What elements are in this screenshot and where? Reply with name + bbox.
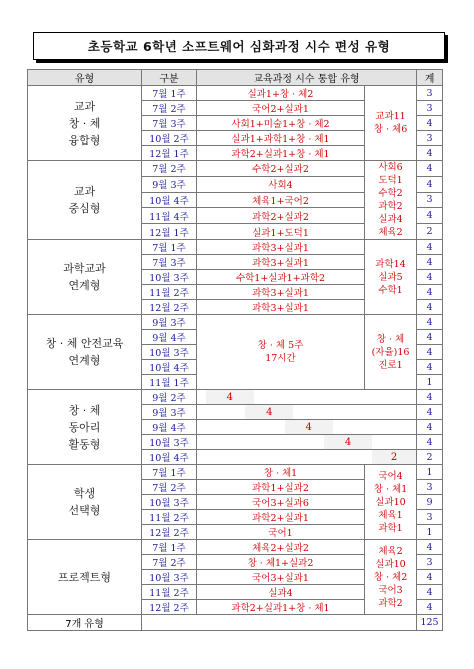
group-name-line: 중심형 [68,202,101,215]
period-cell: 9월 3주 [142,405,197,420]
integration-line: 창 · 체2 [373,571,408,583]
total-cell: 4 [417,208,443,224]
group-name-line: 창 · 체 [68,403,101,417]
curriculum-table [27,69,443,631]
period-cell: 7월 2주 [142,480,197,495]
period-cell: 12월 1주 [142,224,197,240]
period-cell: 7월 2주 [142,161,197,177]
header-period: 구분 [142,70,197,86]
integration-line: 과학2 [378,201,403,212]
total-cell: 1 [417,525,443,540]
integration-line: 체육2 [378,545,403,557]
content-cell: 과학3+실과1 [197,285,365,300]
period-cell: 11월 2주 [142,285,197,300]
schedule-bar-cell [197,450,417,465]
total-cell: 3 [417,510,443,525]
content-cell: 실과1+창 · 체2 [197,86,365,101]
group-name-line: 연계형 [68,354,101,367]
group-name-cell [28,315,142,390]
period-cell: 7월 2주 [142,555,197,570]
total-cell: 2 [417,450,443,465]
header-content: 교육과정 시수 통합 유형 [197,70,417,86]
total-cell: 4 [417,116,443,131]
content-cell: 과학2+실과2 [197,208,365,224]
period-cell: 10월 3주 [142,495,197,510]
group-name-line: 교과 [73,99,96,113]
content-cell: 수학1+실과1+과학2 [197,270,365,285]
integration-line: 수학1 [378,284,403,296]
content-cell: 국어3+실과6 [197,495,365,510]
group-name-cell [28,390,142,465]
total-cell: 4 [417,570,443,585]
period-cell: 11월 2주 [142,510,197,525]
total-cell: 4 [417,270,443,285]
integration-line: 과학14 [375,258,406,270]
total-cell: 4 [417,161,443,177]
group-name-cell [28,161,142,240]
period-cell: 12월 1주 [142,146,197,161]
integration-line: 실과4 [378,214,403,225]
integration-line: 과학1 [378,522,403,534]
period-cell: 12월 2주 [142,600,197,615]
total-cell: 4 [417,405,443,420]
integration-line: 국어4 [378,470,403,482]
period-cell: 7월 3주 [142,116,197,131]
content-cell: 사회4 [197,176,365,192]
group-name-line: 선택형 [68,504,101,517]
total-cell: 4 [417,420,443,435]
integration-line: 과학2 [378,597,403,609]
table-row [28,465,443,480]
group-name-line: 활동형 [68,437,101,451]
integration-line: 창 · 체1 [373,483,408,495]
header-total: 계 [417,70,443,86]
group-name-cell [28,540,142,615]
group-name-line: 과학교과 [63,262,106,275]
total-cell: 3 [417,131,443,146]
total-cell: 4 [417,345,443,360]
content-cell: 국어3+실과1 [197,570,365,585]
period-cell: 7월 1주 [142,540,197,555]
period-cell: 10월 4주 [142,450,197,465]
period-cell: 7월 1주 [142,465,197,480]
integration-cell [365,315,417,390]
total-cell: 1 [417,375,443,390]
total-cell: 4 [417,540,443,555]
content-line: 창 · 체 5주 [257,340,304,351]
table-row [28,540,443,555]
schedule-bar-cell [197,435,417,450]
period-cell: 10월 4주 [142,360,197,375]
content-cell: 체육2+실과2 [197,540,365,555]
period-cell: 7월 1주 [142,86,197,101]
period-cell: 7월 1주 [142,240,197,255]
period-cell: 7월 3주 [142,255,197,270]
group-name-line: 동아리 [68,420,101,434]
content-cell: 창 · 체1 [197,465,365,480]
group-name-line: 연계형 [68,279,101,292]
integration-line: 체육1 [378,509,403,521]
period-cell: 10월 4주 [142,192,197,208]
period-cell: 12월 2주 [142,525,197,540]
integration-line: 창 · 체6 [373,124,408,135]
content-cell: 체육1+국어2 [197,192,365,208]
total-cell: 4 [417,360,443,375]
total-cell: 9 [417,495,443,510]
header-type: 유형 [28,70,142,86]
schedule-bar-cell [197,405,417,420]
content-cell: 국어1 [197,525,365,540]
period-cell: 9월 3주 [142,176,197,192]
integration-line: 창 · 체 [376,333,405,345]
total-cell: 4 [417,435,443,450]
content-cell: 실과4 [197,585,365,600]
footer-spacer [142,615,417,631]
group-name-line: 창 · 체 안전교육 [45,337,124,350]
content-cell: 과학3+실과1 [197,300,365,315]
total-cell: 4 [417,330,443,345]
page-title: 초등학교 6학년 소프트웨어 심화과정 시수 편성 유형 [33,32,445,60]
content-cell: 과학1+실과2 [197,480,365,495]
total-cell: 4 [417,315,443,330]
schedule-bar: 4 [245,405,293,419]
table-body [28,86,443,615]
table-row [28,240,443,255]
schedule-bar: 4 [206,390,254,404]
integration-line: 실과10 [375,496,406,508]
content-cell: 과학3+실과1 [197,240,365,255]
content-cell: 수학2+실과2 [197,161,365,177]
footer-row [28,615,443,631]
integration-cell [365,240,417,315]
total-cell: 4 [417,285,443,300]
total-cell: 3 [417,480,443,495]
group-name-line: 프로젝트형 [57,570,112,584]
footer-label: 7개 유형 [28,615,142,631]
integration-line: 수학2 [378,188,403,199]
table-row [28,315,443,330]
content-line: 17시간 [265,353,296,364]
period-cell: 9월 3주 [142,315,197,330]
period-cell: 9월 4주 [142,330,197,345]
total-cell: 4 [417,255,443,270]
content-cell: 실과1+도덕1 [197,224,365,240]
period-cell: 11월 4주 [142,208,197,224]
content-cell: 국어2+실과1 [197,101,365,116]
integration-cell [365,161,417,240]
period-cell: 7월 2주 [142,101,197,116]
group-name-line: 교과 [73,185,96,198]
total-cell: 4 [417,300,443,315]
total-cell: 4 [417,240,443,255]
schedule-bar: 4 [285,420,333,434]
integration-line: 실과10 [375,558,406,570]
group-name-line: 융합형 [68,133,101,147]
schedule-bar: 4 [324,435,372,449]
integration-line: 진로1 [378,359,403,371]
content-cell: 실과1+과학1+창 · 체1 [197,131,365,146]
integration-line: 체육2 [378,227,403,238]
period-cell: 9월 4주 [142,420,197,435]
schedule-bar-cell [197,420,417,435]
period-cell: 10월 3주 [142,270,197,285]
total-cell: 3 [417,86,443,101]
integration-line: 국어3 [378,584,403,596]
total-cell: 3 [417,192,443,208]
period-cell: 9월 2주 [142,390,197,405]
total-cell: 4 [417,146,443,161]
table-row [28,86,443,101]
integration-cell [365,540,417,615]
period-cell: 11월 2주 [142,585,197,600]
schedule-bar: 2 [372,450,416,464]
content-cell: 과학2+실과1+창 · 체1 [197,146,365,161]
footer-total: 125 [417,615,443,631]
table-row [28,161,443,177]
group-name-cell [28,240,142,315]
content-cell: 과학2+실과1 [197,510,365,525]
total-cell: 4 [417,390,443,405]
content-cell: 사회1+미술1+창 · 체2 [197,116,365,131]
period-cell: 12월 2주 [142,300,197,315]
schedule-bar-cell [197,390,417,405]
total-cell: 3 [417,555,443,570]
integration-line: (자율)16 [371,346,410,358]
total-cell: 4 [417,600,443,615]
group-name-line: 학생 [73,487,96,500]
period-cell: 10월 2주 [142,131,197,146]
period-cell: 11월 1주 [142,375,197,390]
total-cell: 3 [417,101,443,116]
period-cell: 10월 3주 [142,435,197,450]
group-name-line: 창 · 체 [68,116,101,130]
period-cell: 10월 3주 [142,345,197,360]
integration-line: 도덕1 [378,175,403,186]
integration-line: 교과11 [375,111,406,122]
group-name-cell [28,86,142,161]
integration-line: 실과5 [378,271,403,283]
total-cell: 1 [417,465,443,480]
total-cell: 4 [417,176,443,192]
integration-cell [365,465,417,540]
content-cell [197,315,365,390]
header-row [28,70,443,86]
total-cell: 2 [417,224,443,240]
integration-cell [365,86,417,161]
period-cell: 10월 3주 [142,570,197,585]
content-cell: 창 · 체1+실과2 [197,555,365,570]
total-cell: 4 [417,585,443,600]
content-cell: 과학2+실과1+창 · 체1 [197,600,365,615]
content-cell: 과학3+실과1 [197,255,365,270]
integration-line: 사회6 [378,162,403,173]
table-row [28,390,443,405]
group-name-cell [28,465,142,540]
